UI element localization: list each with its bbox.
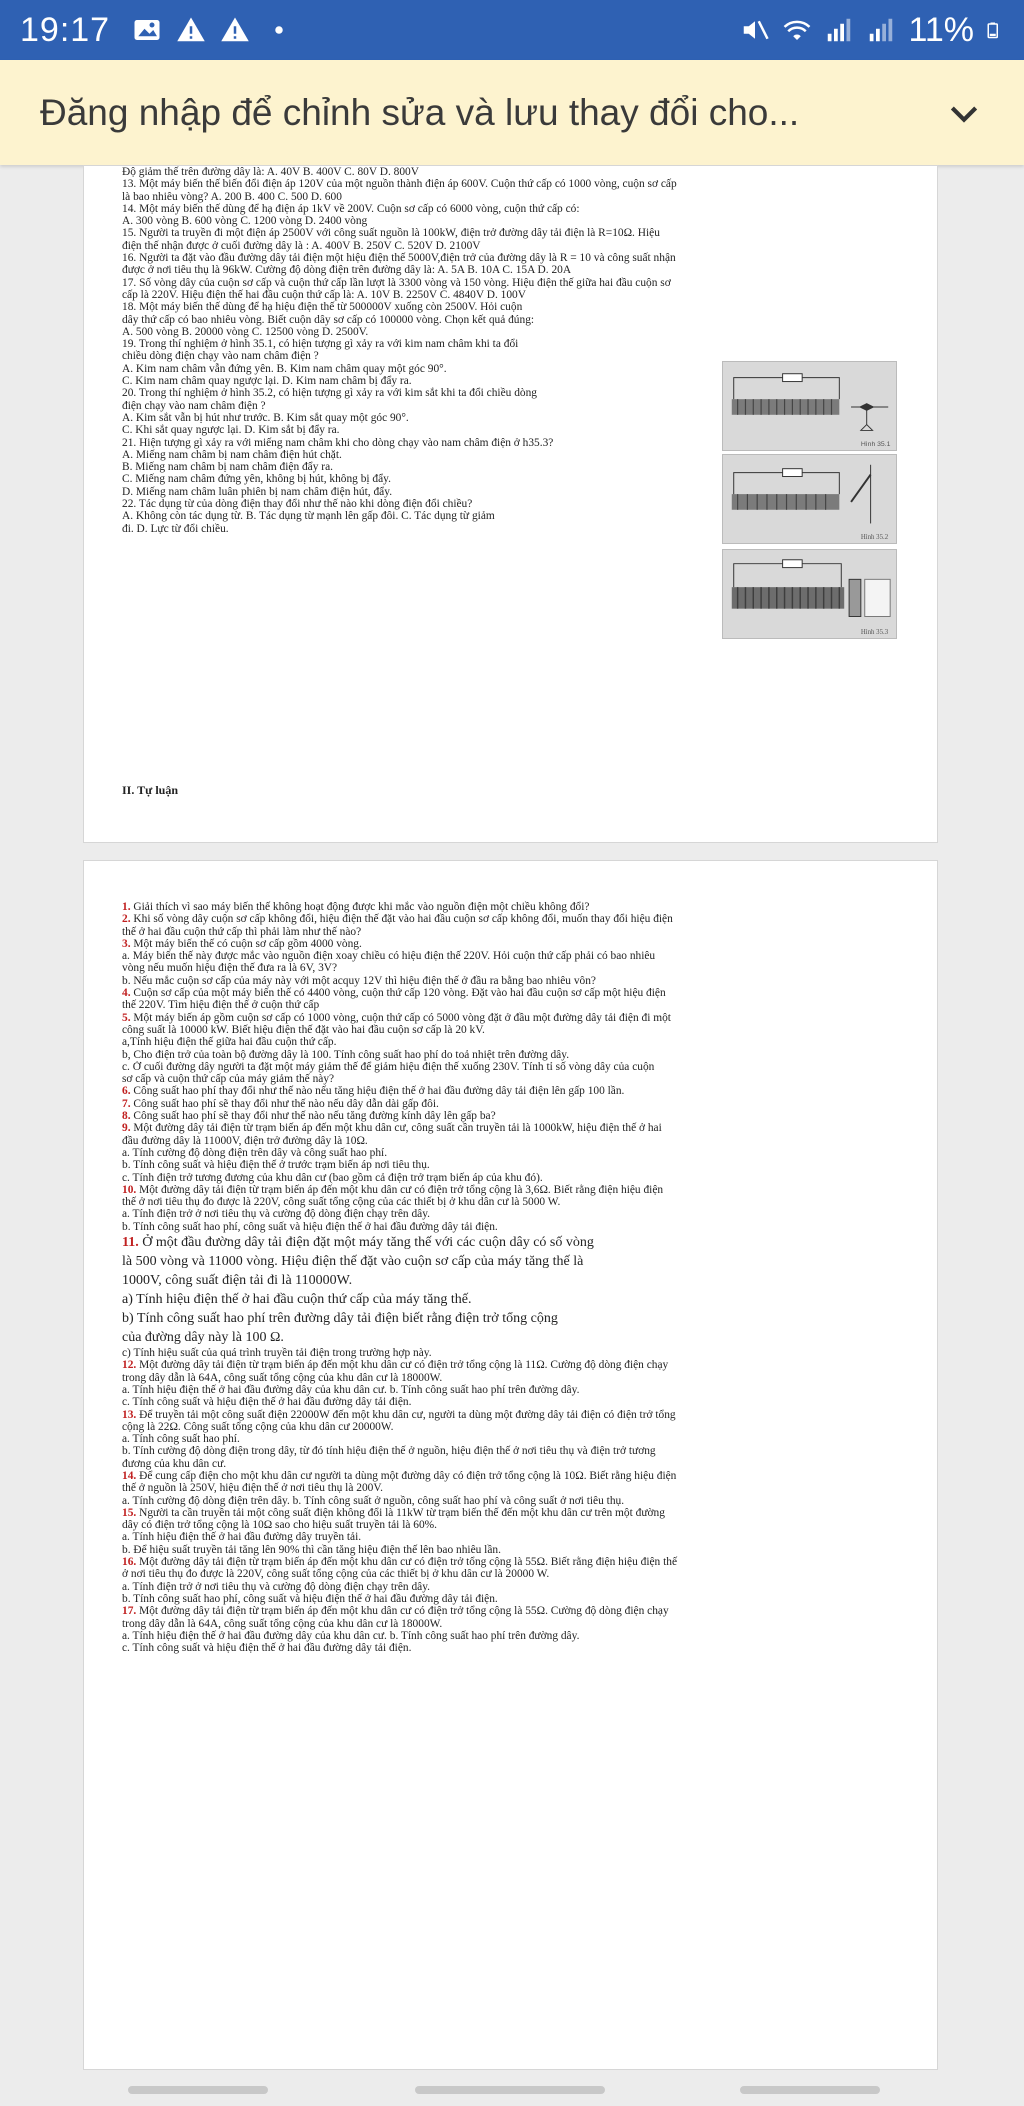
question-number: 15.	[122, 1506, 137, 1519]
question-line: C. Kim nam châm quay ngược lại. D. Kim nam châm bị đẩy ra.	[122, 375, 412, 388]
chevron-down-icon[interactable]	[944, 93, 984, 133]
essay-line	[122, 1396, 932, 1408]
dot-icon	[264, 15, 294, 45]
question-text: ở nơi tiêu thụ đo được là 220V, công suất tổng cộng của các thiết bị ở khu dân cư là 20000 W.	[122, 1568, 550, 1581]
essay-line	[122, 1568, 932, 1580]
essay-line	[122, 1347, 932, 1359]
banner-text: Đăng nhập để chỉnh sửa và lưu thay đổi cho...	[40, 91, 800, 133]
question-text: a. Tính cường độ dòng điện trên dây. b. Tính công suất ở nguồn, công suất hao phí và công suất ở nơi tiêu thụ.	[122, 1494, 625, 1507]
question-line: 19. Trong thí nghiệm ở hình 35.1, có hiện tượng gì xảy ra với kim nam châm khi ta đổi	[122, 338, 519, 351]
essay-line	[122, 1024, 932, 1036]
question-text: đương của khu dân cư.	[122, 1457, 227, 1470]
figure-35-3	[722, 549, 897, 639]
nav-home-button[interactable]	[415, 2086, 605, 2094]
essay-line	[122, 1581, 932, 1593]
question-line: đi. D. Lực từ đổi chiều.	[122, 522, 229, 535]
question-line: 21. Hiện tượng gì xảy ra với miếng nam châm khi cho dòng chạy vào nam châm điện ở h35.3?	[122, 436, 554, 449]
question-number: 8.	[122, 1110, 131, 1123]
question-line: 18. Một máy biến thế dùng để hạ hiệu điện thế từ 500000V xuống còn 2500V. Hỏi cuộn	[122, 301, 523, 314]
question-text: b, Cho điện trở của toàn bộ đường dây là 100. Tính công suất hao phí do toả nhiệt trên đường dây.	[122, 1048, 570, 1061]
signal-icon	[866, 15, 896, 45]
essay-line	[122, 1196, 932, 1208]
essay-line	[122, 1085, 932, 1097]
question-text: vòng nếu muốn hiệu điện thế đưa ra là 6V, 3V?	[122, 962, 338, 975]
warning-icon	[176, 15, 206, 45]
question-number: 3.	[122, 937, 131, 950]
question-text: a. Tính hiệu điện thế ở hai đầu đường dây của khu dân cư. b. Tính công suất hao phí trên đường dây.	[122, 1383, 580, 1396]
essay-line	[122, 1061, 932, 1073]
question-number: 4.	[122, 987, 131, 1000]
electromagnet-iron-diagram	[723, 455, 896, 543]
essay-line	[122, 1184, 932, 1196]
question-text: thế ở nguồn là 250V, hiệu điện thế ở nơi tiêu thụ là 200V.	[122, 1482, 383, 1495]
question-text: dây có điện trở tổng cộng là 10Ω sao cho hiệu suất truyền tải là 60%.	[122, 1519, 437, 1532]
question-text: công suất là 10000 kW. Biết hiệu điện thế đặt vào hai đầu cuộn sơ cấp là 20 kV.	[122, 1023, 485, 1036]
essay-line	[122, 1271, 932, 1290]
question-text: Để truyền tải một công suất điện 22000W đến một khu dân cư, người ta dùng một đường dây tải điện có điện trở tổng	[139, 1408, 676, 1421]
essay-line	[122, 1159, 932, 1171]
question-text: a. Tính cường độ dòng điện trên dây và công suất hao phí.	[122, 1146, 388, 1159]
question-text: b. Tính cường độ dòng điện trong dây, từ đó tính hiệu điện thế ở nguồn, hiệu điện thế ở nơi tiêu thụ và điện trở tương	[122, 1445, 656, 1458]
question-text: Khi số vòng dây cuộn sơ cấp không đổi, hiệu điện thế đặt vào hai đầu cuộn sơ cấp không đổi, muốn thay đổi hiệu điện	[133, 913, 673, 926]
question-text: trong dây dẫn là 64A, công suất tổng cộng của khu dân cư là 18000W.	[122, 1617, 443, 1630]
essay-line	[122, 1384, 932, 1396]
question-line: 16. Người ta đặt vào đầu đường dây tải điện một hiệu điện thế 5000V,điện trở của đường dây là R = 10 và công suất nhận	[122, 252, 676, 265]
question-text: 1000V, công suất điện tải đi là 110000W.	[122, 1273, 353, 1289]
question-text: a. Tính điện trở ở nơi tiêu thụ và cường độ dòng điện chạy trên dây.	[122, 1580, 431, 1593]
question-text: b. Tính công suất hao phí, công suất và hiệu điện thế ở hai đầu đường dây tải điện.	[122, 1220, 498, 1233]
battery-percent: 11%	[908, 10, 974, 49]
question-line: A. 500 vòng B. 20000 vòng C. 12500 vòng D. 2500V.	[122, 325, 369, 338]
question-text: a. Tính điện trở ở nơi tiêu thụ và cường độ dòng điện chạy trên dây.	[122, 1208, 431, 1221]
question-text: Để cung cấp điện cho một khu dân cư người ta dùng một đường dây có điện trở tổng cộng là 10Ω. Biết rằng hiệu điện	[139, 1469, 677, 1482]
question-text: c. Ở cuối đường dây người ta đặt một máy giảm thế để giảm hiệu điện thế xuống 230V. Tính tỉ số vòng dây của cuộn	[122, 1060, 655, 1073]
essay-line	[122, 1605, 932, 1617]
question-text: Một máy biến áp gồm cuộn sơ cấp có 1000 vòng, cuộn thứ cấp có 5000 vòng đặt ở đầu một đường dây tải điện đi một	[133, 1011, 671, 1024]
essay-line	[122, 913, 932, 925]
section-title-essay: II. Tự luận	[122, 783, 179, 797]
question-line: B. Miếng nam châm bị nam châm điện đẩy ra.	[122, 461, 333, 474]
question-text: Một đường dây tải điện từ trạm biến áp đến một khu dân cư, công suất cần truyền tải là 1000kW, hiệu điện thế ở hai	[133, 1122, 662, 1135]
question-number: 2.	[122, 913, 131, 926]
question-text: Một đường dây tải điện từ trạm biến áp đến một khu dân cư có điện trở tổng cộng là 3,6Ω. Biết rằng điện hiệu điện	[139, 1183, 664, 1196]
essay-line	[122, 1309, 932, 1328]
question-line: 14. Một máy biến thế dùng để hạ điện áp 1kV về 200V. Cuộn sơ cấp có 6000 vòng, cuộn thứ cấp có:	[122, 202, 580, 215]
essay-line	[122, 987, 932, 999]
signal-icon	[824, 15, 854, 45]
question-text: c) Tính hiệu suất của quá trình truyền tải điện trong trường hợp này.	[122, 1347, 432, 1360]
question-text: đầu đường dây là 11000V, điện trở đường dây là 10Ω.	[122, 1134, 368, 1147]
question-text: b. Nếu mắc cuộn sơ cấp của máy này với một acquy 12V thì hiệu điện thế ở đầu ra bằng bao nhiêu vôn?	[122, 974, 596, 987]
figure-35-2	[722, 454, 897, 544]
essay-line	[122, 1482, 932, 1494]
question-text: trong dây dẫn là 64A, công suất tổng cộng của khu dân cư là 18000W.	[122, 1371, 443, 1384]
essay-line	[122, 1012, 932, 1024]
essay-line	[122, 1433, 932, 1445]
essay-line	[122, 901, 932, 913]
question-line: điện thế nhận được ở cuối đường dây là : A. 400V B. 250V C. 520V D. 2100V	[122, 239, 481, 252]
question-text: Giải thích vì sao máy biến thế không hoạt động được khi mắc vào nguồn điện một chiều không đổi?	[133, 901, 590, 913]
essay-line	[122, 1544, 932, 1556]
essay-line	[122, 1252, 932, 1271]
question-text: thế 220V. Tìm hiệu điện thế ở cuộn thứ cấp	[122, 999, 320, 1012]
question-line: A. Kim sắt vẫn bị hút như trước. B. Kim sắt quay một góc 90°.	[122, 411, 409, 424]
gallery-icon	[132, 15, 162, 45]
question-number: 17.	[122, 1605, 137, 1618]
question-line: A. Miếng nam châm bị nam châm điện hút chặt.	[122, 448, 342, 461]
essay-line	[122, 1122, 932, 1134]
question-number: 1.	[122, 901, 131, 913]
question-text: Công suất hao phí thay đổi như thế nào nếu tăng hiệu điện thế ở hai đầu đường dây tải điện lên gấp 100 lần.	[133, 1085, 625, 1098]
question-line: 15. Người ta truyền đi một điện áp 2500V với công suất nguồn là 100kW, điện trở đường dây tải điện là R=10Ω. Hiệu	[122, 227, 660, 240]
document-page-1	[83, 165, 938, 843]
question-line: điện chạy vào nam châm điện ?	[122, 399, 266, 412]
essay-line	[122, 938, 932, 950]
nav-back-button[interactable]	[740, 2086, 880, 2094]
electromagnet-compass-diagram	[723, 362, 896, 450]
essay-line	[122, 1556, 932, 1568]
question-line: 17. Số vòng dây của cuộn sơ cấp và cuộn thứ cấp lần lượt là 3300 vòng và 150 vòng. Hiệu điện thế giữa hai đầu cuộn sơ	[122, 276, 671, 289]
essay-line	[122, 1458, 932, 1470]
question-line: D. Miếng nam châm luân phiên bị nam châm điện hút, đẩy.	[122, 485, 393, 498]
question-text: sơ cấp và cuộn thứ cấp của máy giảm thế này?	[122, 1073, 335, 1086]
question-text: b. Tính công suất hao phí, công suất và hiệu điện thế ở hai đầu đường dây tải điện.	[122, 1592, 498, 1605]
question-text: cộng là 22Ω. Công suất tổng cộng của khu dân cư 20000W.	[122, 1420, 394, 1433]
question-text: b. Để hiệu suất truyền tải tăng lên 90% thì cần tăng hiệu điện thế lên bao nhiêu lần.	[122, 1543, 501, 1556]
nav-recent-button[interactable]	[128, 2086, 268, 2094]
question-text: c. Tính công suất và hiệu điện thế ở hai đầu đường dây tải điện.	[122, 1642, 412, 1655]
mute-icon	[740, 15, 770, 45]
question-text: a) Tính hiệu điện thế ở hai đầu cuộn thứ cấp của máy tăng thế.	[122, 1292, 472, 1308]
question-line: là bao nhiêu vòng? A. 200 B. 400 C. 500 D. 600	[122, 190, 342, 203]
question-number: 10.	[122, 1183, 137, 1196]
question-number: 11.	[122, 1235, 139, 1251]
essay-line	[122, 1098, 932, 1110]
essay-line	[122, 999, 932, 1011]
essay-line	[122, 1642, 932, 1654]
question-number: 9.	[122, 1122, 131, 1135]
question-line: A. Kim nam châm vẫn đứng yên. B. Kim nam châm quay một góc 90°.	[122, 362, 447, 375]
essay-line	[122, 926, 932, 938]
essay-line	[122, 1421, 932, 1433]
question-text: Công suất hao phí sẽ thay đổi như thế nào nếu tăng đường kính dây lên gấp ba?	[133, 1110, 496, 1123]
question-line: Độ giảm thế trên đường dây là: A. 40V B. 400V C. 80V D. 800V	[122, 166, 419, 178]
question-text: của đường dây này là 100 Ω.	[122, 1330, 284, 1346]
question-number: 14.	[122, 1469, 137, 1482]
essay-line	[122, 1409, 932, 1421]
question-line: 20. Trong thí nghiệm ở hình 35.2, có hiện tượng gì xảy ra với kim sắt khi ta đổi chiều dòng	[122, 387, 537, 400]
essay-line	[122, 1531, 932, 1543]
question-number: 13.	[122, 1408, 137, 1421]
question-text: a. Tính hiệu điện thế ở hai đầu đường dây của khu dân cư. b. Tính công suất hao phí trên đường dây.	[122, 1629, 580, 1642]
essay-line	[122, 1172, 932, 1184]
navigation-bar	[0, 2072, 1024, 2106]
question-text: Một máy biến thế có cuộn sơ cấp gồm 4000 vòng.	[133, 937, 362, 950]
question-text: b. Tính công suất và hiệu điện thế ở trước trạm biến áp nơi tiêu thụ.	[122, 1159, 430, 1172]
question-text: là 500 vòng và 11000 vòng. Hiệu điện thế đặt vào cuộn sơ cấp của máy tăng thế là	[122, 1254, 584, 1270]
question-text: a. Máy biến thế này được mắc vào nguồn điện xoay chiều có hiệu điện thế 220V. Hỏi cuộn thứ cấp phải có bao nhiêu	[122, 950, 656, 963]
status-time: 19:17	[20, 10, 111, 49]
essay-line	[122, 1507, 932, 1519]
essay-line	[122, 950, 932, 962]
essay-line	[122, 1630, 932, 1642]
essay-line	[122, 1208, 932, 1220]
edit-signin-banner[interactable]	[0, 60, 1024, 165]
question-line: C. Khi sắt quay ngược lại. D. Kim sắt bị đẩy ra.	[122, 424, 340, 437]
essay-line	[122, 1147, 932, 1159]
question-text: c. Tính công suất và hiệu điện thế ở hai đầu đường dây tải điện.	[122, 1396, 412, 1409]
question-text: Một đường dây tải điện từ trạm biến áp đến một khu dân cư có điện trở tổng cộng là 11Ω. Cường độ dòng điện chạy	[139, 1359, 669, 1372]
question-number: 12.	[122, 1359, 137, 1372]
wifi-icon	[782, 15, 812, 45]
status-bar	[0, 0, 1024, 60]
battery-icon	[986, 15, 1004, 45]
question-line: A. Không còn tác dụng từ. B. Tác dụng từ mạnh lên gấp đôi. C. Tác dụng từ giảm	[122, 510, 495, 523]
figure-caption: Hình 35.3	[860, 629, 889, 637]
essay-line	[122, 1519, 932, 1531]
essay-line	[122, 1445, 932, 1457]
essay-line	[122, 1135, 932, 1147]
figure-caption: Hình 35.1	[860, 441, 891, 449]
electromagnet-magnet-diagram	[723, 550, 896, 638]
question-number: 5.	[122, 1011, 131, 1024]
question-number: 6.	[122, 1085, 131, 1098]
essay-line	[122, 962, 932, 974]
essay-line	[122, 1110, 932, 1122]
figure-35-1	[722, 361, 897, 451]
notification-icons	[132, 15, 294, 45]
question-text: b) Tính công suất hao phí trên đường dây tải điện biết rằng điện trở tổng cộng	[122, 1311, 558, 1327]
essay-line	[122, 975, 932, 987]
question-text: thế ở hai đầu cuộn thứ cấp thì phải làm như thế nào?	[122, 925, 362, 938]
question-number: 7.	[122, 1097, 131, 1110]
question-line: 13. Một máy biến thế biến đổi điện áp 120V của một nguồn thành điện áp 600V. Cuộn thứ cấp có 1000 vòng, cuộn sơ cấp	[122, 178, 677, 191]
essay-questions	[122, 901, 932, 1654]
question-text: thế ở nơi tiêu thụ đo được là 220V, công suất tổng cộng của các thiết bị ở khu dân cư là 5000 W.	[122, 1196, 561, 1209]
question-text: a. Tính hiệu điện thế ở hai đầu đường dây truyền tải.	[122, 1531, 362, 1544]
essay-line	[122, 1593, 932, 1605]
essay-line	[122, 1372, 932, 1384]
question-text: Cuộn sơ cấp của một máy biến thế có 4400 vòng, cuộn thứ cấp 120 vòng. Đặt vào hai đầu cuộn sơ cấp một hiệu điện	[133, 987, 666, 1000]
essay-line	[122, 1036, 932, 1048]
question-text: c. Tính điện trở tương đương của khu dân cư (bao gồm cả điện trở trạm biến áp của khu đó).	[122, 1171, 543, 1184]
question-text: a,Tính hiệu điện thế giữa hai đầu cuộn thứ cấp.	[122, 1036, 337, 1049]
question-text: a. Tính công suất hao phí.	[122, 1433, 240, 1446]
essay-line	[122, 1290, 932, 1309]
question-text: Một đường dây tải điện từ trạm biến áp đến một khu dân cư có điện trở tổng cộng là 55Ω. Cường độ dòng điện chạy	[139, 1605, 669, 1618]
essay-line	[122, 1328, 932, 1347]
question-line: dây thứ cấp có bao nhiêu vòng. Biết cuộn dây sơ cấp có 100000 vòng. Chọn kết quả đúng:	[122, 313, 535, 326]
question-line: 22. Tác dụng từ của dòng điện thay đổi như thế nào khi dòng điện đổi chiều?	[122, 498, 473, 511]
essay-line	[122, 1470, 932, 1482]
document-page-2	[83, 860, 938, 2070]
essay-line	[122, 1233, 932, 1252]
essay-line	[122, 1049, 932, 1061]
essay-line	[122, 1221, 932, 1233]
question-line: chiều dòng điện chạy vào nam châm điện ?	[122, 350, 319, 363]
essay-line	[122, 1618, 932, 1630]
figure-caption: Hình 35.2	[860, 534, 889, 542]
question-line: cấp là 220V. Hiệu điện thế hai đầu cuộn thứ cấp là: A. 10V B. 2250V C. 4840V D. 100V	[122, 288, 526, 301]
question-line: A. 300 vòng B. 600 vòng C. 1200 vòng D. 2400 vòng	[122, 215, 368, 228]
question-line: được ở nơi tiêu thụ là 96kW. Cường độ dòng điện trên đường dây là: A. 5A B. 10A C. 15A D. 20A	[122, 264, 572, 277]
question-number: 16.	[122, 1556, 137, 1569]
question-text: Người ta cần truyền tải một công suất điện không đổi là 11kW từ trạm biến thế đến một khu dân cư trên một đường	[139, 1506, 665, 1519]
question-text: Ở một đầu đường dây tải điện đặt một máy tăng thế với các cuộn dây có số vòng	[142, 1235, 594, 1251]
essay-line	[122, 1495, 932, 1507]
essay-line	[122, 1073, 932, 1085]
warning-icon	[220, 15, 250, 45]
question-text: Công suất hao phí sẽ thay đổi như thế nào nếu dây dẫn dài gấp đôi.	[133, 1097, 439, 1110]
system-icons	[740, 11, 1004, 50]
essay-line	[122, 1359, 932, 1371]
question-line: C. Miếng nam châm đứng yên, không bị hút, không bị đẩy.	[122, 473, 391, 486]
question-text: Một đường dây tải điện từ trạm biến áp đến một khu dân cư có điện trở tổng cộng là 55Ω. Biết rằng điện hiệu điện thế	[139, 1556, 677, 1569]
